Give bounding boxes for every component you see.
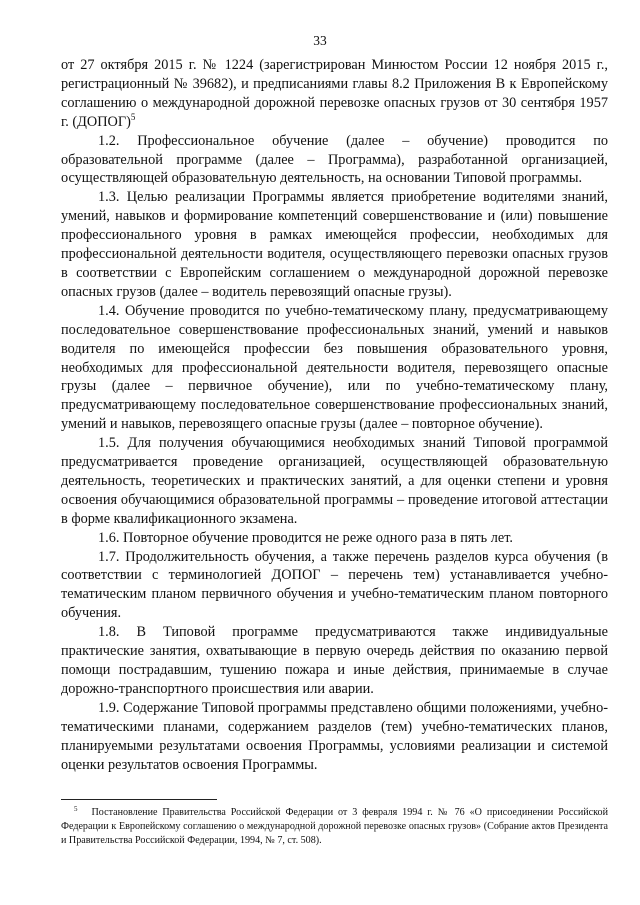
footnote-divider [61, 799, 217, 800]
paragraph-1-9: 1.9. Содержание Типовой программы представлено общими положениями, учебно-тематическими планами, содержанием разделов (тем) учебно-тематических планов, планируемыми результатами освоения Программы, условиями реализации и системой оценки результатов освоения Программы. [61, 699, 608, 773]
paragraph-1-3: 1.3. Целью реализации Программы является приобретение водителями знаний, умений, навыков и формирование компетенций совершенствование и (или) повышение профессионального уровня в рамках имеющейся профессии, необходимых для профессиональной деятельности водителя, осуществляющего перевозки опасных грузов в соответствии с Европейским соглашением о международной дорожной перевозке опасных грузов (далее – водитель перевозящий опасные грузы). [61, 189, 608, 300]
page-number: 33 [313, 33, 327, 48]
paragraph-text: от 27 октября 2015 г. № 1224 (зарегистрирован Минюстом России 12 ноября 2015 г., регистрационный № 39682), и предписаниями главы 8.2 Приложения В к Европейскому соглашению о международной дорожной перевозке опасных грузов от 30 сентября 1957 г. (ДОПОГ) [61, 57, 608, 130]
paragraph-continuation [61, 56, 608, 132]
paragraph-1-8: 1.8. В Типовой программе предусматриваются также индивидуальные практические занятия, охватывающие в первую очередь действия по оказанию первой помощи пострадавшим, тушению пожара и иные действия, принимаемые в случае дорожно-транспортного происшествия или аварии. [61, 624, 608, 697]
footnote-reference: 5 [130, 111, 136, 122]
body-text [61, 56, 608, 774]
footnote-text: Постановление Правительства Российской Федерации от 3 февраля 1994 г. № 76 «О присоединении Российской Федерации к Европейскому соглашению о международной дорожной перевозке опасных грузов» (Собрание актов Президента и Правительства Российской Федерации, 1994, № 7, ст. 508). [61, 807, 608, 846]
paragraph-1-6: 1.6. Повторное обучение проводится не реже одного раза в пять лет. [98, 529, 513, 546]
footnote-mark: 5 [74, 804, 78, 813]
paragraph-1-2: 1.2. Профессиональное обучение (далее – обучение) проводится по образовательной программе (далее – Программа), разработанной организацией, осуществляющей образовательную деятельность, на основании Типовой программы. [61, 132, 608, 187]
paragraph-1-4: 1.4. Обучение проводится по учебно-тематическому плану, предусматривающему последовательное совершенствование профессиональных знаний, умений и навыков водителя по имеющейся профессии без повышения образовательного уровня, необходимых для профессиональной деятельности водителя, перевозящего опасные грузы (далее – первичное обучение), или по учебно-тематическому плану, предусматривающему последовательное совершенствование профессиональных знаний, умений и навыков, перевозящего опасные грузы (далее – повторное обучение). [61, 302, 608, 433]
paragraph-1-5: 1.5. Для получения обучающимися необходимых знаний Типовой программой предусматривается проведение организацией, осуществляющей образовательную деятельность, теоретических и практических занятий, а для оценки степени и уровня освоения обучающимися образовательной программы – проведение итоговой аттестации в форме квалификационного экзамена. [61, 435, 608, 527]
paragraph-1-7: 1.7. Продолжительность обучения, а также перечень разделов курса обучения (в соответствии с терминологией ДОПОГ – перечень тем) устанавливается учебно-тематическим планом первичного обучения и учебно-тематическим планом повторного обучения. [61, 548, 608, 622]
footnote [61, 806, 608, 848]
